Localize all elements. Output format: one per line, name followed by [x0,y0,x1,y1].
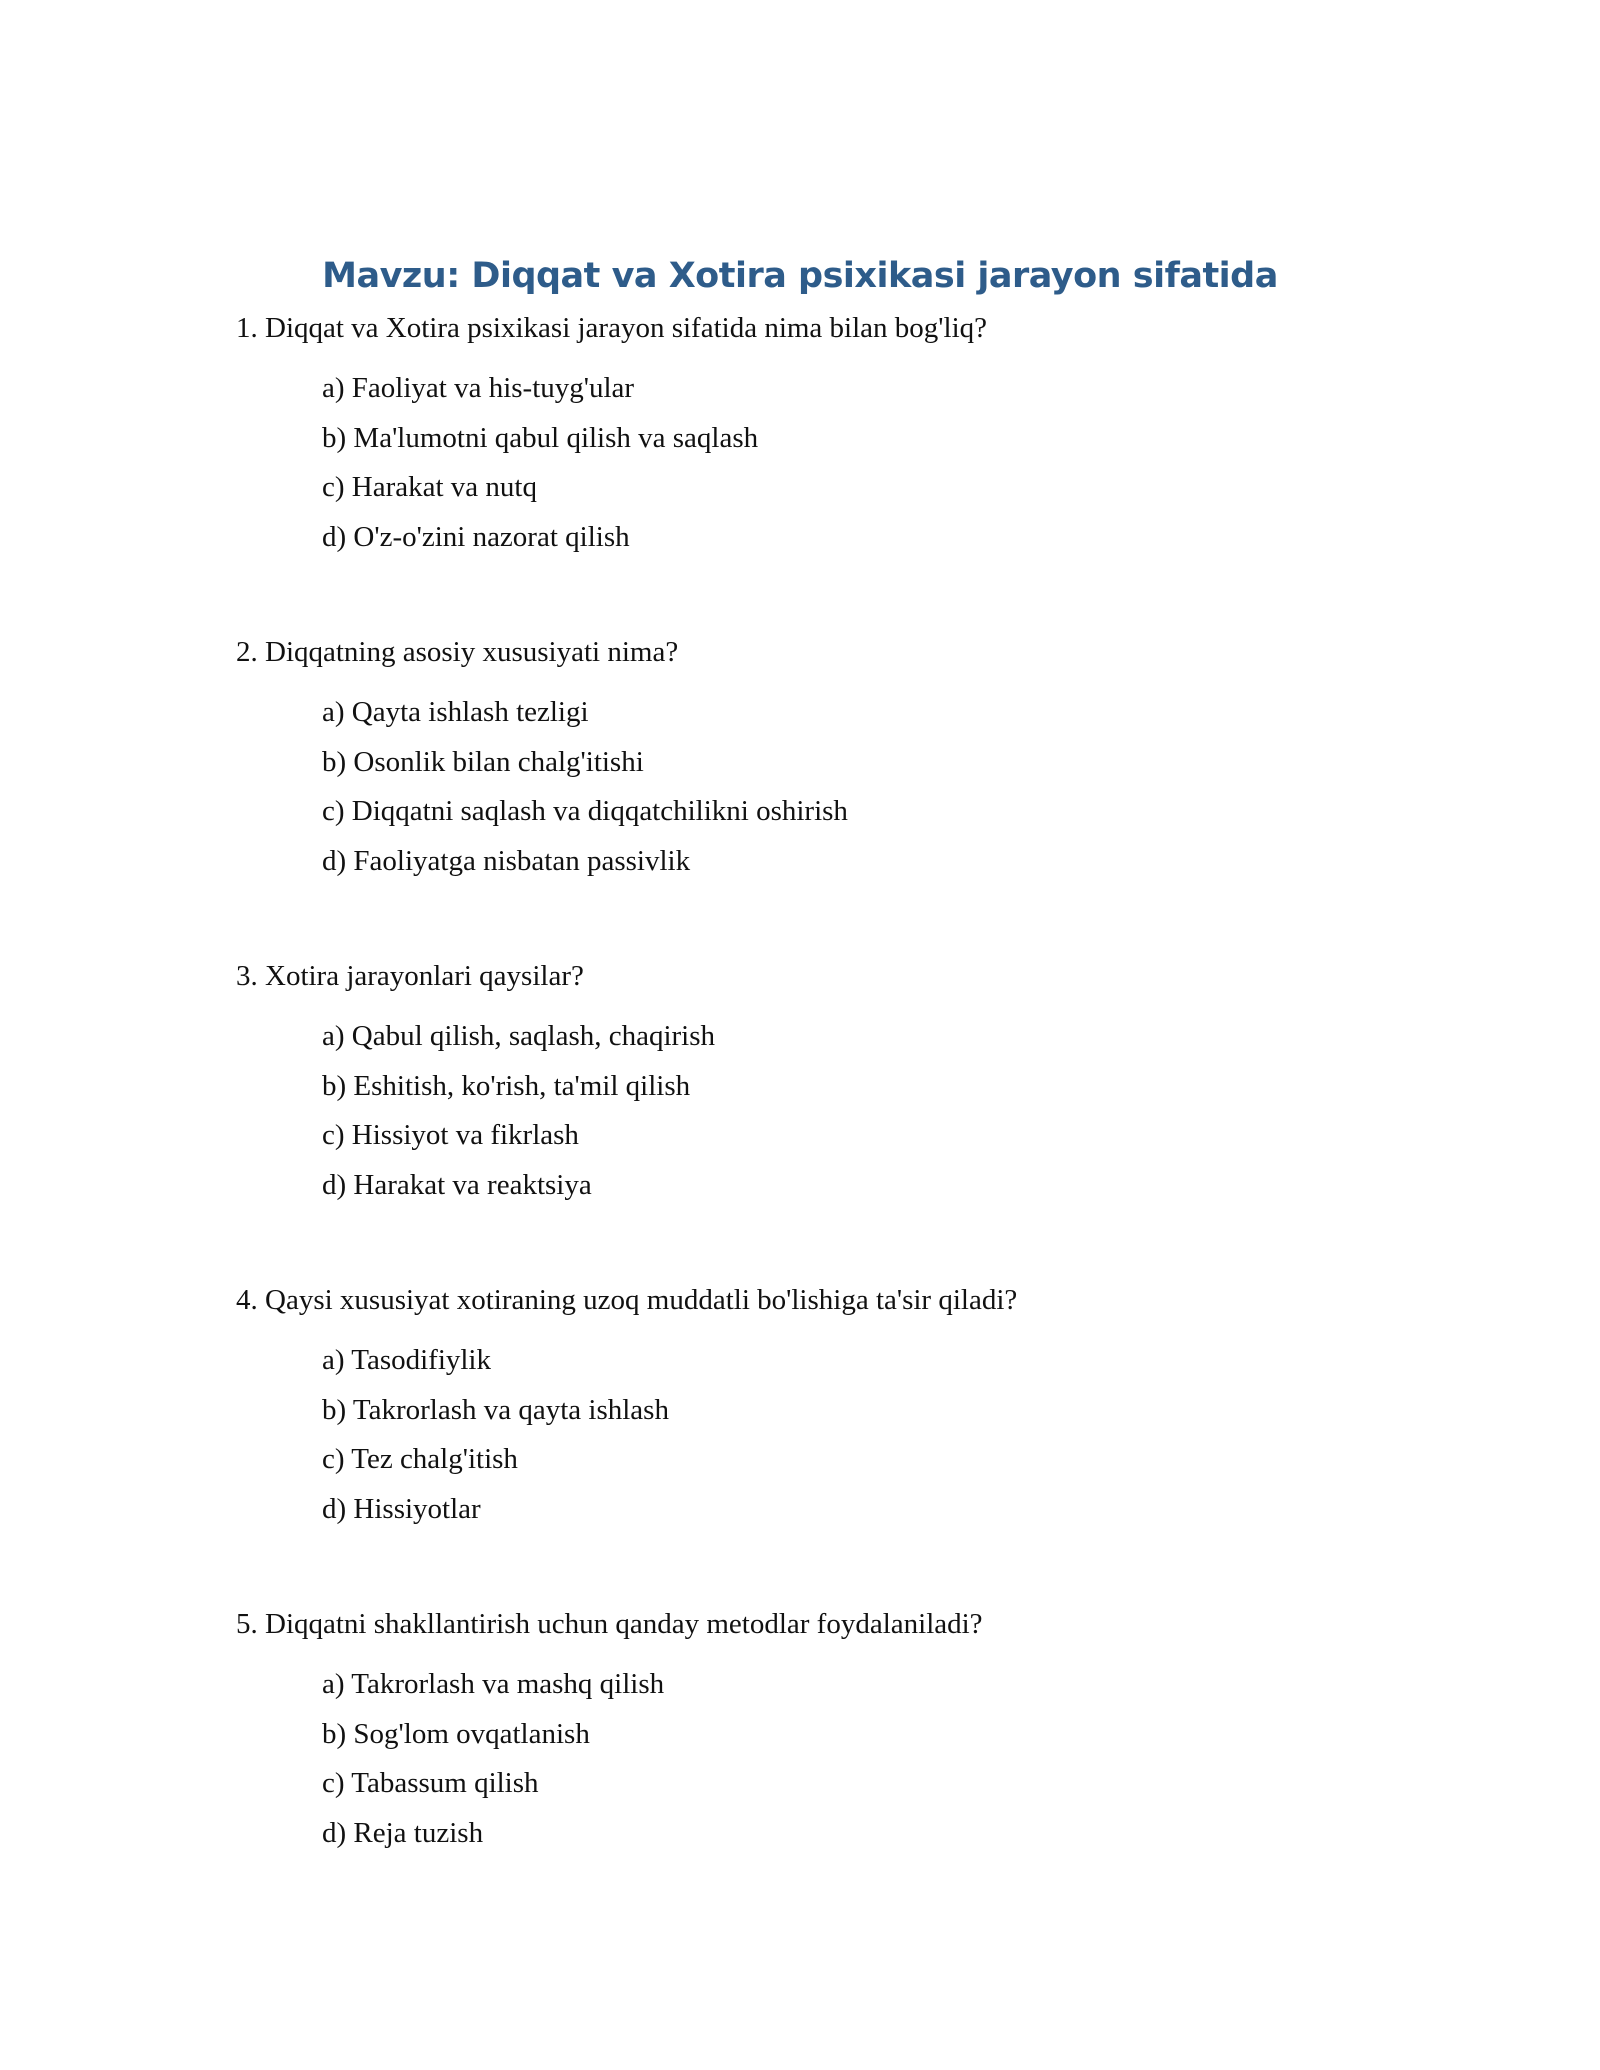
option-c: c) Harakat va nutq [322,471,537,503]
option-d: d) Harakat va reaktsiya [322,1168,592,1201]
option-b: b) Ma'lumotni qabul qilish va saqlash [322,421,759,454]
option-c: c) Tez chalg'itish [322,1443,518,1475]
question-text: 1. Diqqat va Xotira psixikasi jarayon sifatida nima bilan bog'liq? [236,312,987,344]
option-b: b) Sog'lom ovqatlanish [322,1717,590,1750]
option-a: a) Tasodifiylik [322,1344,491,1376]
option-a: a) Qayta ishlash tezligi [322,696,589,728]
option-a: a) Qabul qilish, saqlash, chaqirish [322,1020,716,1052]
option-a: a) Faoliyat va his-tuyg'ular [322,372,635,404]
document-title: Mavzu: Diqqat va Xotira psixikasi jarayon sifatida [322,256,1278,296]
question-text: 2. Diqqatning asosiy xususiyati nima? [236,636,679,668]
question-text: 5. Diqqatni shakllantirish uchun qanday metodlar foydalaniladi? [236,1608,983,1640]
question-4 [236,1278,1436,1534]
option-b: b) Takrorlash va qayta ishlash [322,1393,669,1426]
option-list [236,1336,1436,1534]
question-1 [236,306,1436,562]
option-list [236,1660,1436,1858]
option-c: c) Hissiyot va fikrlash [322,1119,579,1151]
question-text: 4. Qaysi xususiyat xotiraning uzoq muddatli bo'lishiga ta'sir qiladi? [236,1284,1018,1316]
option-d: d) Faoliyatga nisbatan passivlik [322,844,691,877]
option-c: c) Diqqatni saqlash va diqqatchilikni oshirish [322,795,848,827]
option-b: b) Osonlik bilan chalg'itishi [322,745,644,778]
question-3 [236,954,1436,1210]
option-a: a) Takrorlash va mashq qilish [322,1668,665,1700]
option-c: c) Tabassum qilish [322,1767,539,1799]
option-list [236,1012,1436,1210]
question-text: 3. Xotira jarayonlari qaysilar? [236,960,584,992]
question-5 [236,1602,1436,1858]
option-list [236,364,1436,562]
question-2 [236,630,1436,886]
option-d: d) O'z-o'zini nazorat qilish [322,520,630,553]
option-list [236,688,1436,886]
question-list [236,306,1436,1926]
option-d: d) Reja tuzish [322,1816,484,1849]
option-d: d) Hissiyotlar [322,1492,481,1525]
option-b: b) Eshitish, ko'rish, ta'mil qilish [322,1069,691,1102]
